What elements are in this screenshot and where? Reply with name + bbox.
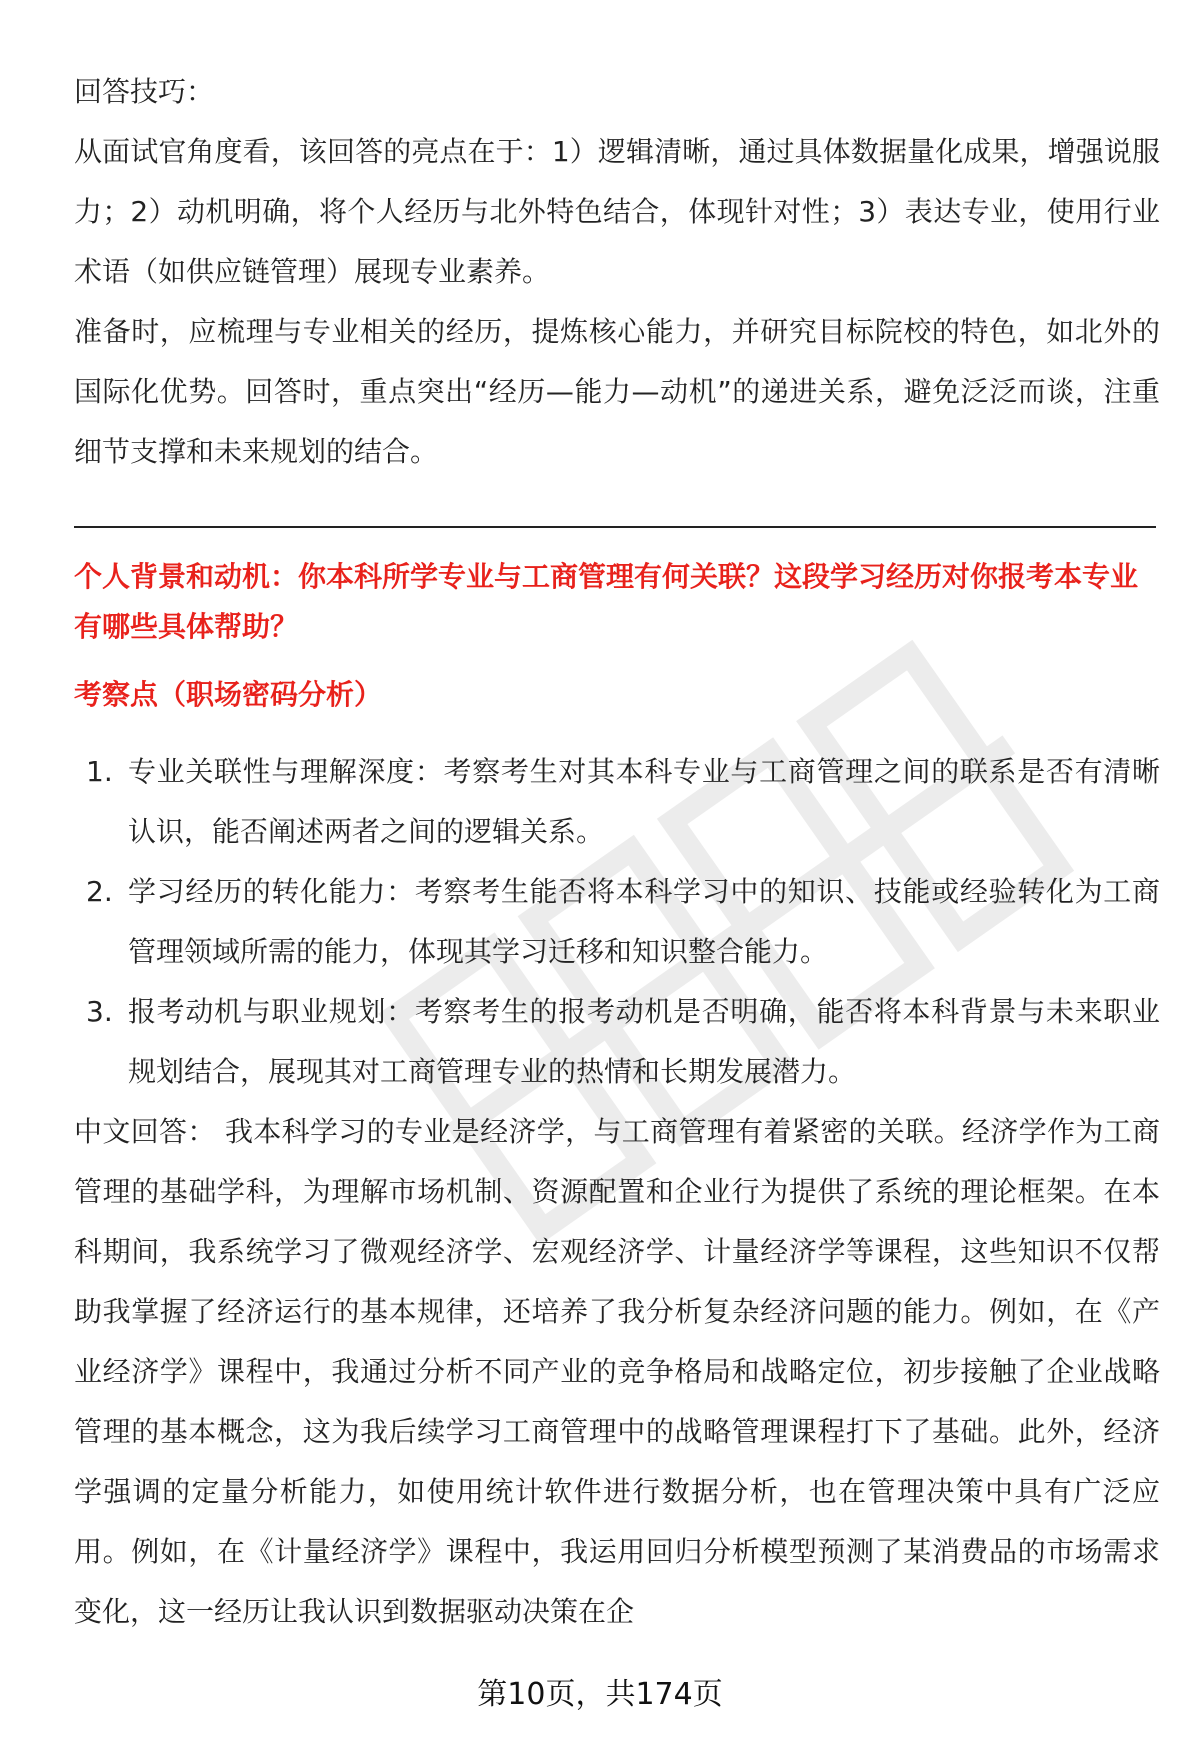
assessment-point [74,862,1160,982]
point-number: 1. [86,755,113,788]
chinese-answer: 中文回答： 我本科学习的专业是经济学，与工商管理有着紧密的关联。经济学作为工商管理的基础学科，为理解市场机制、资源配置和企业行为提供了系统的理论框架。在本科期间，我系统学习了微观经济学、宏观经济学、计量经济学等课程，这些知识不仅帮助我掌握了经济运行的基本规律，还培养了我分析复杂经济问题的能力。例如，在《产业经济学》课程中，我通过分析不同产业的竞争格局和战略定位，初步接触了企业战略管理的基本概念，这为我后续学习工商管理中的战略管理课程打下了基础。此外，经济学强调的定量分析能力，如使用统计软件进行数据分析，也在管理决策中具有广泛应用。例如，在《计量经济学》课程中，我运用回归分析模型预测了某消费品的市场需求变化，这一经历让我认识到数据驱动决策在企 [74,1115,1160,1628]
page-content [74,62,1160,1642]
point-text: 学习经历的转化能力：考察考生能否将本科学习中的知识、技能或经验转化为工商管理领域所需的能力，体现其学习迁移和知识整合能力。 [128,875,1160,968]
section-divider [74,526,1156,528]
assessment-point [74,982,1160,1102]
assessment-point [74,742,1160,862]
tips-paragraph-1: 从面试官角度看，该回答的亮点在于：1）逻辑清晰，通过具体数据量化成果，增强说服力；2）动机明确，将个人经历与北外特色结合，体现针对性；3）表达专业，使用行业术语（如供应链管理）展现专业素养。 [74,135,1160,288]
page-number: 第10页，共174页 [477,1677,723,1712]
assessment-subheading: 考察点（职场密码分析） [74,678,383,711]
point-number: 3. [86,995,113,1028]
question-title: 个人背景和动机：你本科所学专业与工商管理有何关联？这段学习经历对你报考本专业有哪些具体帮助？ [74,560,1139,643]
point-text: 专业关联性与理解深度：考察考生对其本科专业与工商管理之间的联系是否有清晰认识，能否阐述两者之间的逻辑关系。 [128,755,1160,848]
point-number: 2. [86,875,113,908]
assessment-points-list [74,742,1160,1102]
tips-heading: 回答技巧： [74,75,215,108]
tips-paragraph-2: 准备时，应梳理与专业相关的经历，提炼核心能力，并研究目标院校的特色，如北外的国际化优势。回答时，重点突出“经历—能力—动机”的递进关系，避免泛泛而谈，注重细节支撑和未来规划的结合。 [74,315,1160,468]
point-text: 报考动机与职业规划：考察考生的报考动机是否明确，能否将本科背景与未来职业规划结合，展现其对工商管理专业的热情和长期发展潜力。 [128,995,1160,1088]
